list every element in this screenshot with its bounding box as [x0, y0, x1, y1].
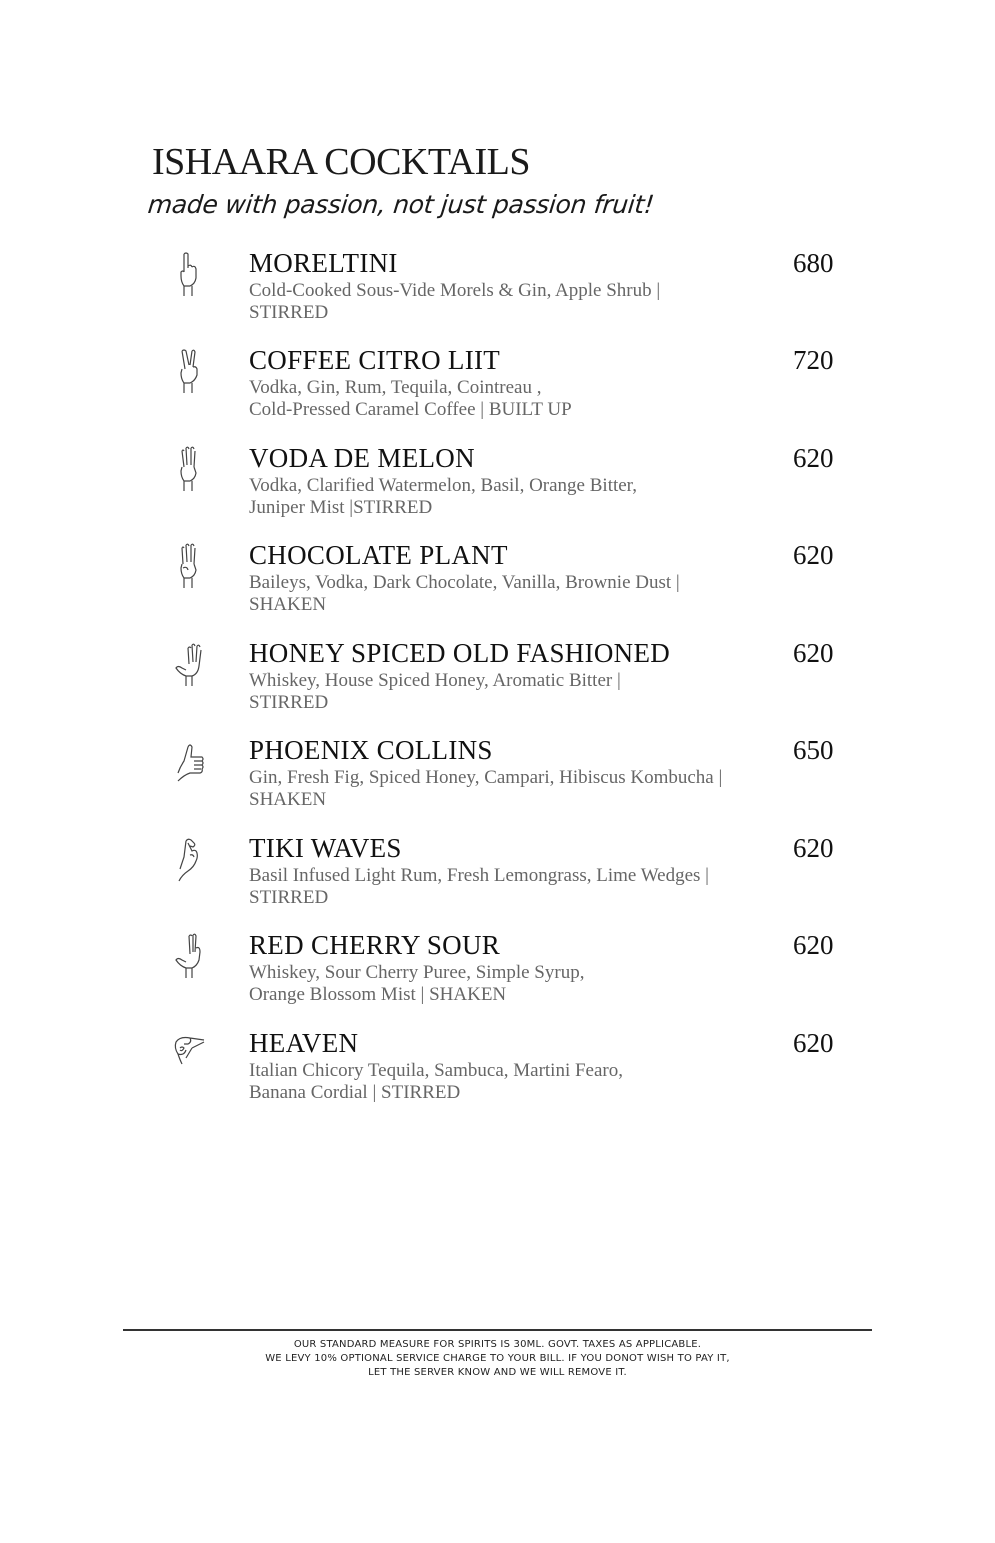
footer-disclaimer	[123, 1338, 872, 1380]
description-line: Italian Chicory Tequila, Sambuca, Martini Fearo,	[249, 1060, 623, 1081]
item-description	[249, 1060, 809, 1104]
menu-item	[0, 248, 995, 338]
description-line: STIRRED	[249, 887, 329, 908]
description-line: Juniper Mist |STIRRED	[249, 497, 433, 518]
description-line: Whiskey, House Spiced Honey, Aromatic Bitter |	[249, 670, 621, 691]
item-description	[249, 377, 809, 421]
item-description	[249, 962, 809, 1006]
description-line: Vodka, Clarified Watermelon, Basil, Orange Bitter,	[249, 475, 637, 496]
menu-item	[0, 443, 995, 533]
item-name: MORELTINI	[249, 248, 398, 278]
menu-item	[0, 735, 995, 825]
description-line: SHAKEN	[249, 594, 327, 615]
description-line: Basil Infused Light Rum, Fresh Lemongrass, Lime Wedges |	[249, 865, 709, 886]
description-line: STIRRED	[249, 692, 329, 713]
four-fingers-hand-icon	[170, 542, 210, 590]
description-line: STIRRED	[249, 302, 329, 323]
peace-sign-hand-icon	[170, 347, 210, 395]
item-price: 620	[793, 833, 834, 863]
item-price: 620	[793, 930, 834, 960]
item-name: PHOENIX COLLINS	[249, 735, 493, 765]
open-palm-hand-icon	[170, 640, 210, 688]
tagline: made with passion, not just passion fruit!	[146, 190, 656, 219]
item-name: HEAVEN	[249, 1028, 359, 1058]
pointing-side-hand-icon	[170, 1030, 210, 1078]
item-name: HONEY SPICED OLD FASHIONED	[249, 638, 671, 668]
footer-line: LET THE SERVER KNOW AND WE WILL REMOVE IT.	[368, 1367, 627, 1378]
item-price: 720	[793, 345, 834, 375]
item-name: RED CHERRY SOUR	[249, 930, 501, 960]
menu-item	[0, 345, 995, 435]
item-name: CHOCOLATE PLANT	[249, 540, 508, 570]
description-line: Baileys, Vodka, Dark Chocolate, Vanilla, Brownie Dust |	[249, 572, 680, 593]
item-name: VODA DE MELON	[249, 443, 475, 473]
item-price: 680	[793, 248, 834, 278]
footer-line: WE LEVY 10% OPTIONAL SERVICE CHARGE TO YOUR BILL. IF YOU DONOT WISH TO PAY IT,	[265, 1353, 730, 1364]
item-price: 620	[793, 443, 834, 473]
page-title: ISHAARA COCKTAILS	[152, 141, 530, 183]
item-description	[249, 865, 809, 909]
item-name: COFFEE CITRO LIIT	[249, 345, 501, 375]
description-line: Vodka, Gin, Rum, Tequila, Cointreau ,	[249, 377, 542, 398]
menu-item	[0, 833, 995, 923]
description-line: Cold-Pressed Caramel Coffee | BUILT UP	[249, 399, 572, 420]
item-description	[249, 280, 809, 324]
pointing-up-hand-icon	[170, 250, 210, 298]
crossed-fingers-hand-icon	[170, 835, 210, 883]
item-description	[249, 572, 809, 616]
item-description	[249, 475, 809, 519]
description-line: Orange Blossom Mist | SHAKEN	[249, 984, 507, 1005]
item-description	[249, 767, 809, 811]
three-fingers-hand-icon	[170, 445, 210, 493]
footer-line: OUR STANDARD MEASURE FOR SPIRITS IS 30ML. GOVT. TAXES AS APPLICABLE.	[293, 1339, 702, 1350]
item-price: 650	[793, 735, 834, 765]
item-price: 620	[793, 638, 834, 668]
menu-item	[0, 1028, 995, 1118]
description-line: Cold-Cooked Sous-Vide Morels & Gin, Apple Shrub |	[249, 280, 661, 301]
item-description	[249, 670, 809, 714]
item-price: 620	[793, 1028, 834, 1058]
menu-item	[0, 930, 995, 1020]
three-fingers-thumb-hand-icon	[170, 932, 210, 980]
thumbs-up-hand-icon	[170, 737, 210, 785]
description-line: Banana Cordial | STIRRED	[249, 1082, 461, 1103]
item-price: 620	[793, 540, 834, 570]
description-line: SHAKEN	[249, 789, 327, 810]
footer-divider	[123, 1329, 872, 1331]
item-name: TIKI WAVES	[249, 833, 402, 863]
menu-item	[0, 638, 995, 728]
description-line: Gin, Fresh Fig, Spiced Honey, Campari, Hibiscus Kombucha |	[249, 767, 723, 788]
menu-item	[0, 540, 995, 630]
description-line: Whiskey, Sour Cherry Puree, Simple Syrup,	[249, 962, 585, 983]
